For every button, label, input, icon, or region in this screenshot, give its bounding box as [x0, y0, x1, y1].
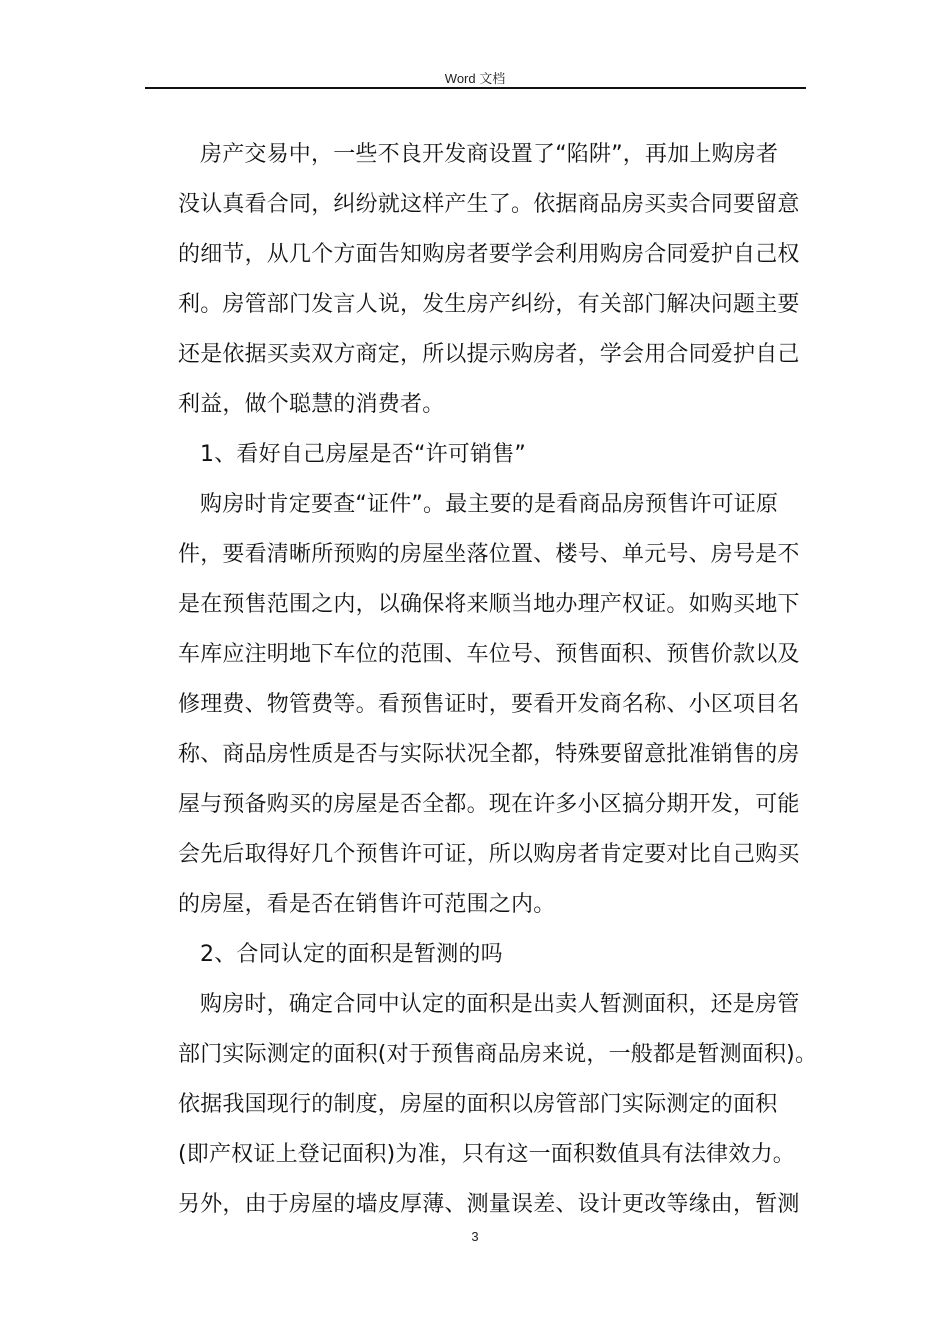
paragraph-line: 会先后取得好几个预售许可证，所以购房者肯定要对比自己购买	[178, 842, 800, 867]
paragraph-line: 还是依据买卖双方商定，所以提示购房者，学会用合同爱护自己	[178, 342, 800, 367]
paragraph-line: 购房时肯定要查“证件”。最主要的是看商品房预售许可证原	[200, 492, 779, 517]
header-divider	[145, 87, 806, 89]
paragraph-line: (即产权证上登记面积)为准，只有这一面积数值具有法律效力。	[178, 1142, 795, 1167]
paragraph-line: 车库应注明地下车位的范围、车位号、预售面积、预售价款以及	[178, 642, 800, 667]
paragraph-line: 没认真看合同，纠纷就这样产生了。依据商品房买卖合同要留意	[178, 192, 800, 217]
paragraph-line: 称、商品房性质是否与实际状况全都，特殊要留意批准销售的房	[178, 742, 800, 767]
section-heading: 2、合同认定的面积是暂测的吗	[200, 942, 503, 967]
paragraph-line: 屋与预备购买的房屋是否全都。现在许多小区搞分期开发，可能	[178, 792, 800, 817]
section-heading: 1、看好自己房屋是否“许可销售”	[200, 442, 526, 467]
paragraph-line: 依据我国现行的制度，房屋的面积以房管部门实际测定的面积	[178, 1092, 778, 1117]
paragraph-line: 件，要看清晰所预购的房屋坐落位置、楼号、单元号、房号是不	[178, 542, 800, 567]
paragraph-line: 修理费、物管费等。看预售证时，要看开发商名称、小区项目名	[178, 692, 800, 717]
paragraph-line: 的细节，从几个方面告知购房者要学会利用购房合同爱护自己权	[178, 242, 800, 267]
paragraph-line: 另外，由于房屋的墙皮厚薄、测量误差、设计更改等缘由，暂测	[178, 1192, 800, 1217]
page-number: 3	[471, 1229, 479, 1244]
paragraph-line: 利。房管部门发言人说，发生房产纠纷，有关部门解决问题主要	[178, 292, 800, 317]
paragraph-line: 部门实际测定的面积(对于预售商品房来说，一般都是暂测面积)。	[178, 1042, 818, 1067]
paragraph-line: 房产交易中，一些不良开发商设置了“陷阱”，再加上购房者	[200, 142, 779, 167]
paragraph-line: 的房屋，看是否在销售许可范围之内。	[178, 892, 556, 917]
document-body	[178, 130, 818, 1230]
paragraph-line: 利益，做个聪慧的消费者。	[178, 392, 445, 417]
page-header: Word 文档	[444, 71, 506, 86]
paragraph-line: 是在预售范围之内，以确保将来顺当地办理产权证。如购买地下	[178, 592, 800, 617]
paragraph-line: 购房时，确定合同中认定的面积是出卖人暂测面积，还是房管	[200, 992, 800, 1017]
